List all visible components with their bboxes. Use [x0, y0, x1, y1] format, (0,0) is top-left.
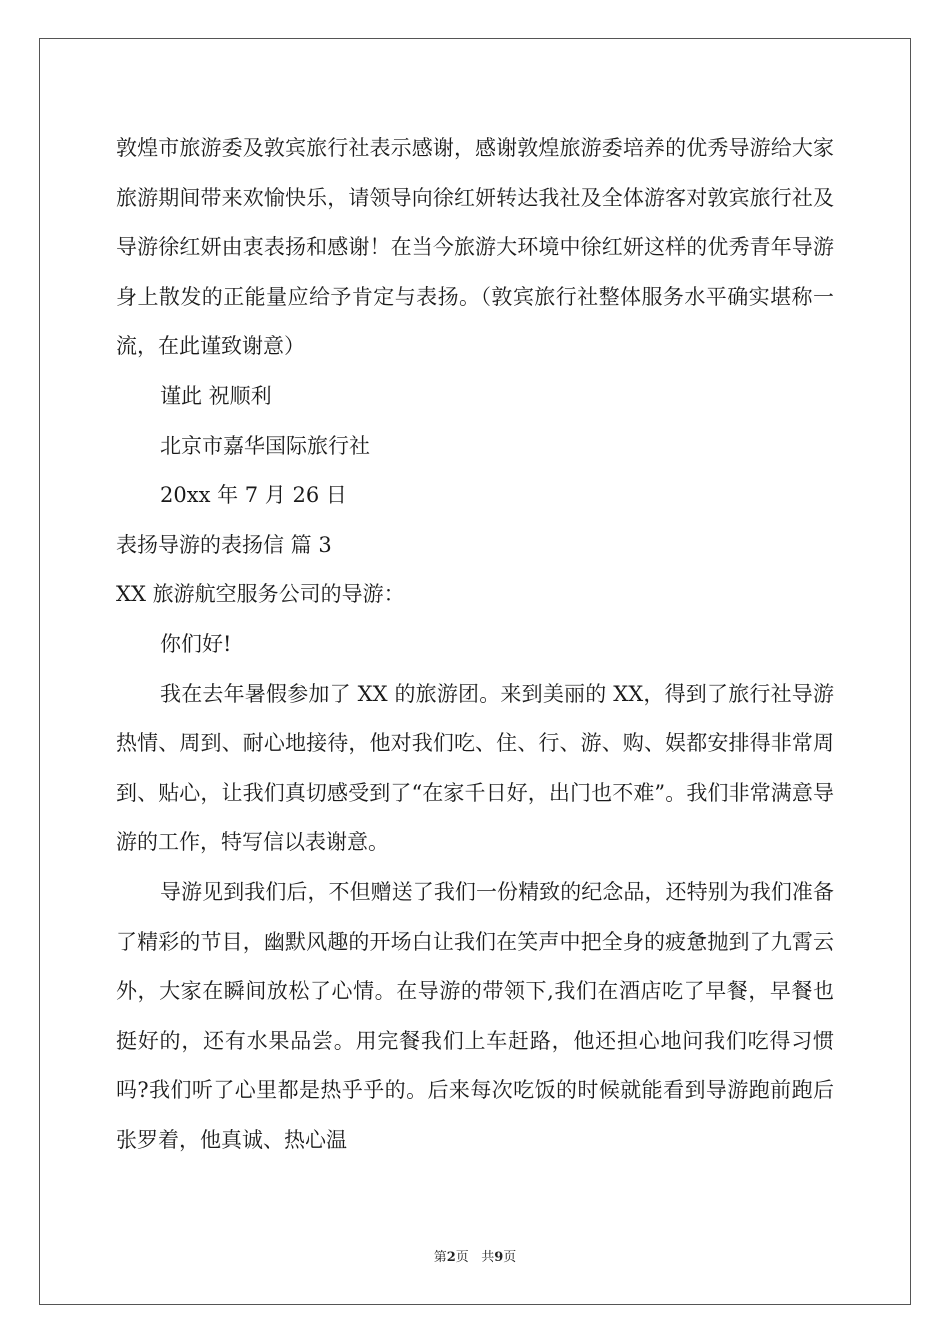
document-body	[116, 124, 834, 1165]
paragraph-thanks: 敦煌市旅游委及敦宾旅行社表示感谢，感谢敦煌旅游委培养的优秀导游给大家旅游期间带来欢愉快乐，请领导向徐红妍转达我社及全体游客对敦宾旅行社及导游徐红妍由衷表扬和感谢！在当今旅游大环境中徐红妍这样的优秀青年导游身上散发的正能量应给予肯定与表扬。（敦宾旅行社整体服务水平确实堪称一流，在此谨致谢意）	[116, 136, 834, 359]
paragraph-body-2: 导游见到我们后，不但赠送了我们一份精致的纪念品，还特别为我们准备了精彩的节目，幽默风趣的开场白让我们在笑声中把全身的疲惫抛到了九霄云外，大家在瞬间放松了心情。在导游的带领下,我们在酒店吃了早餐，早餐也挺好的，还有水果品尝。用完餐我们上车赶路，他还担心地问我们吃得习惯吗?我们听了心里都是热乎乎的。后来每次吃饭的时候就能看到导游跑前跑后张罗着，他真诚、热心温	[116, 879, 834, 1152]
page-number-suffix: 页	[455, 1250, 469, 1265]
paragraph-body-1: 我在去年暑假参加了 XX 的旅游团。来到美丽的 XX，得到了旅行社导游热情、周到、耐心地接待，他对我们吃、住、行、游、购、娱都安排得非常周到、贴心，让我们真切感受到了“在家千日好，出门也不难”。我们非常满意导游的工作，特写信以表谢意。	[116, 681, 834, 855]
paragraph-signature: 北京市嘉华国际旅行社	[160, 433, 370, 458]
paragraph-closing: 谨此 祝顺利	[160, 383, 272, 408]
letter-salutation: XX 旅游航空服务公司的导游：	[116, 582, 405, 607]
page-footer	[0, 1246, 950, 1265]
page-number-current: 2	[446, 1250, 456, 1265]
paragraph-date: 20xx 年 7 月 26 日	[160, 483, 347, 508]
page-number-prefix: 第	[433, 1250, 447, 1265]
section-heading: 表扬导游的表扬信 篇 3	[116, 532, 332, 557]
page-total-prefix: 共	[481, 1250, 495, 1265]
letter-greeting: 你们好!	[160, 631, 232, 656]
page-total-count: 9	[494, 1250, 504, 1265]
page-total-suffix: 页	[503, 1250, 517, 1265]
